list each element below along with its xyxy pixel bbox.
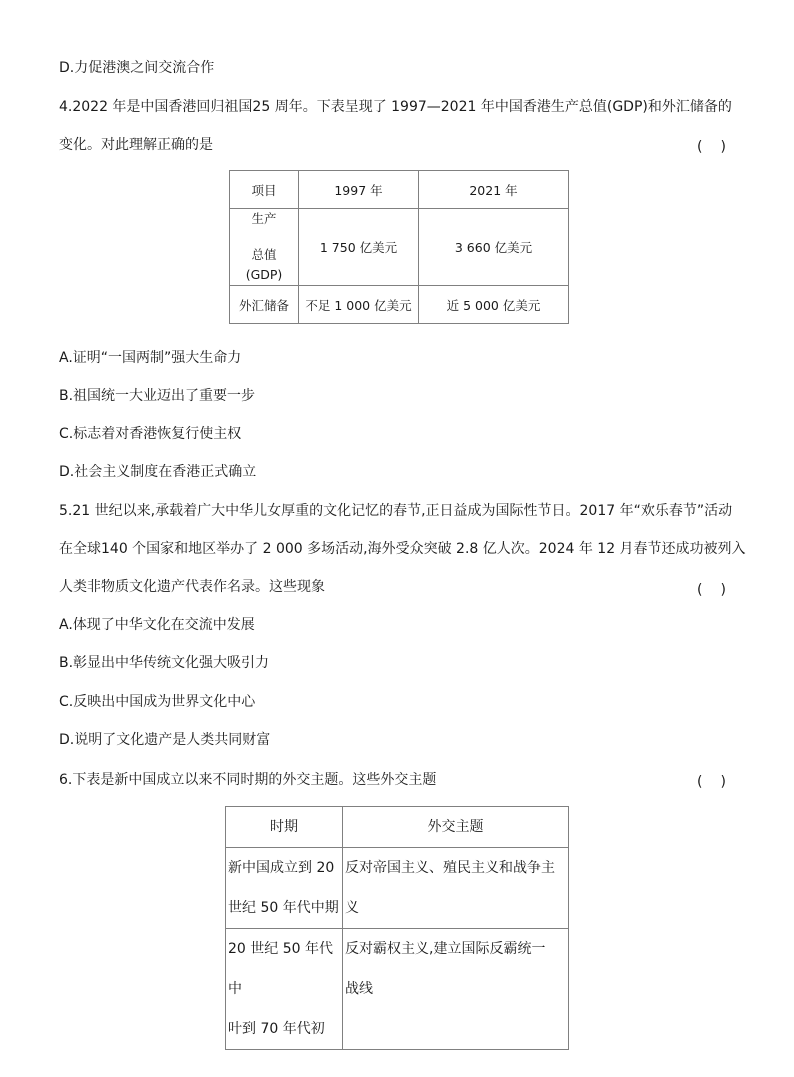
table-row bbox=[226, 929, 569, 1050]
table-header-row bbox=[230, 171, 569, 209]
gdp-reserves-table bbox=[229, 170, 569, 324]
cell-line: 反对帝国主义、殖民主义和战争主 bbox=[345, 860, 555, 876]
q4-option-b: B.祖国统一大业迈出了重要一步 bbox=[59, 388, 256, 404]
q5-option-c: C.反映出中国成为世界文化中心 bbox=[59, 694, 256, 710]
q4-option-d: D.社会主义制度在香港正式确立 bbox=[59, 464, 257, 480]
table-cell-theme bbox=[343, 848, 569, 929]
cell-line: 叶到 70 年代初 bbox=[228, 1021, 325, 1037]
cell-line: 世纪 50 年代中期 bbox=[228, 900, 339, 916]
table-header-row bbox=[226, 807, 569, 848]
table-cell-theme bbox=[343, 929, 569, 1050]
table-header-cell: 1997 年 bbox=[299, 171, 419, 209]
table-header-cell: 项目 bbox=[230, 171, 299, 209]
table-cell: 1 750 亿美元 bbox=[299, 209, 419, 286]
q6-stem: 6.下表是新中国成立以来不同时期的外交主题。这些外交主题 bbox=[59, 772, 437, 788]
table-header-cell: 外交主题 bbox=[343, 807, 569, 848]
q3-option-d: D.力促港澳之间交流合作 bbox=[59, 60, 215, 76]
cell-line: 新中国成立到 20 bbox=[228, 860, 335, 876]
cell-line: 战线 bbox=[345, 981, 373, 997]
cell-line: 20 世纪 50 年代中 bbox=[228, 941, 333, 997]
q5-option-d: D.说明了文化遗产是人类共同财富 bbox=[59, 732, 271, 748]
q5-stem-line1: 5.21 世纪以来,承载着广大中华儿女厚重的文化记忆的春节,正日益成为国际性节日。2017 年“欢乐春节”活动 bbox=[59, 503, 733, 519]
cell-line: 反对霸权主义,建立国际反霸统一 bbox=[345, 941, 546, 957]
table-cell-period bbox=[226, 929, 343, 1050]
table-header-cell: 时期 bbox=[226, 807, 343, 848]
table-cell: 不足 1 000 亿美元 bbox=[299, 286, 419, 324]
table-row bbox=[230, 209, 569, 286]
q4-option-c: C.标志着对香港恢复行使主权 bbox=[59, 426, 242, 442]
q4-answer-paren: ( ) bbox=[697, 139, 728, 155]
table-cell: 近 5 000 亿美元 bbox=[419, 286, 569, 324]
label-line: 生产 bbox=[251, 211, 277, 226]
q5-option-b: B.彰显出中华传统文化强大吸引力 bbox=[59, 655, 270, 671]
q5-answer-paren: ( ) bbox=[697, 582, 728, 598]
cell-line: 义 bbox=[345, 900, 359, 916]
table-cell-period bbox=[226, 848, 343, 929]
q4-stem-line1: 4.2022 年是中国香港回归祖国25 周年。下表呈现了 1997—2021 年中国香港生产总值(GDP)和外汇储备的 bbox=[59, 99, 732, 115]
q6-answer-paren: ( ) bbox=[697, 774, 728, 790]
table-cell: 3 660 亿美元 bbox=[419, 209, 569, 286]
q5-stem-line2: 在全球140 个国家和地区举办了 2 000 多场活动,海外受众突破 2.8 亿人次。2024 年 12 月春节还成功被列入 bbox=[59, 541, 746, 557]
diplomacy-themes-table bbox=[225, 806, 569, 1050]
label-line: 总值(GDP) bbox=[245, 247, 283, 282]
table-row-label: 外汇储备 bbox=[230, 286, 299, 324]
table-row bbox=[230, 286, 569, 324]
q4-option-a: A.证明“一国两制”强大生命力 bbox=[59, 350, 242, 366]
q4-stem-line2: 变化。对此理解正确的是 bbox=[59, 137, 213, 153]
table-row-label bbox=[230, 209, 299, 286]
table-header-cell: 2021 年 bbox=[419, 171, 569, 209]
q5-stem-line3: 人类非物质文化遗产代表作名录。这些现象 bbox=[59, 579, 325, 595]
q5-option-a: A.体现了中华文化在交流中发展 bbox=[59, 617, 255, 633]
table-row bbox=[226, 848, 569, 929]
